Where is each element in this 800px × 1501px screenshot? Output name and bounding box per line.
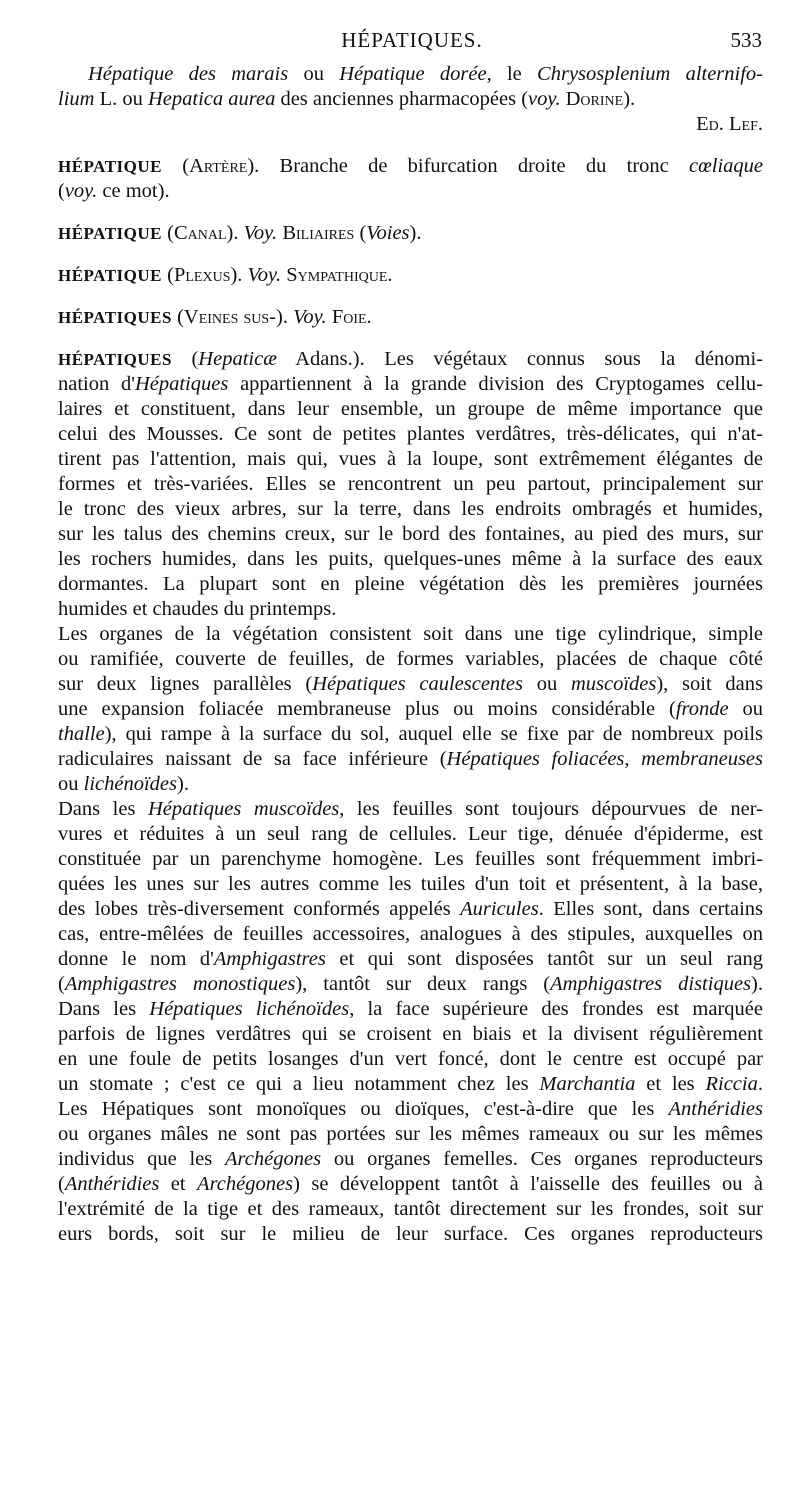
small-caps-text: Dorine [565, 88, 624, 110]
text-line [58, 747, 763, 772]
page-body [58, 62, 763, 1247]
italic-text: Marchantia [539, 1073, 636, 1095]
italic-text: Voy. [243, 222, 278, 244]
text-line [58, 62, 763, 87]
text-line [58, 647, 763, 672]
italic-text: lichénoïdes [83, 773, 177, 795]
text-segment: le tronc des vieux arbres, sur la terre, dans les endroits ombragés et humides, [58, 498, 763, 520]
text-segment: appartiennent à la grande division des Cryptogames cellu- [228, 373, 763, 395]
text-segment: ( [58, 1173, 65, 1195]
text-segment: Dans les [58, 798, 148, 820]
text-segment: tirent pas l'attention, mais qui, vues à la loupe, sont extrêmement élégantes de [58, 448, 763, 470]
italic-text: Hepaticæ [198, 348, 277, 370]
text-segment: vures et réduites à un seul rang de cellules. Leur tige, dénuée d'épiderme, est [58, 823, 763, 845]
text-segment: ( [58, 180, 65, 202]
entry-headword: HÉPATIQUES [58, 350, 172, 369]
text-line [58, 522, 763, 547]
text-line [58, 772, 763, 797]
entry-headword: HÉPATIQUE [58, 224, 162, 243]
text-segment: ( [58, 973, 65, 995]
italic-text: Amphigastres monostiques [64, 973, 296, 995]
text-segment: ). [409, 222, 422, 244]
italic-text: Archégones [225, 1148, 322, 1170]
text-line [58, 263, 763, 288]
text-segment: ( [162, 155, 190, 177]
italic-text: Voies [366, 222, 410, 244]
text-segment: , les feuilles sont toujours dépourvues de ner- [339, 798, 764, 820]
text-segment: dormantes. La plupart sont en pleine végétation dès les premières journées [58, 573, 763, 595]
text-segment: un stomate ; c'est ce qui a lieu notamment chez les [58, 1073, 540, 1095]
text-segment: ou [288, 63, 340, 85]
text-segment: des lobes très-diversement conformés appelés [58, 898, 461, 920]
text-segment: . Elles sont, dans certains [538, 898, 763, 920]
text-line [58, 922, 763, 947]
text-segment: sur deux lignes parallèles ( [58, 673, 313, 695]
text-segment: ou organes femelles. Ces organes reproducteurs [321, 1148, 764, 1170]
italic-text: Hépatiques muscoïdes [147, 798, 340, 820]
text-segment: ), tantôt sur deux rangs ( [295, 973, 551, 995]
small-caps-text: Plexus [173, 264, 231, 286]
italic-text: fronde [675, 698, 729, 720]
text-segment: radiculaires naissant de sa face inférieure ( [58, 748, 447, 770]
italic-text: Hépatiques [134, 373, 229, 395]
text-line [58, 447, 763, 472]
text-segment: ou ramifiée, couverte de feuilles, de formes variables, placées de chaque côté [58, 648, 763, 670]
text-segment: ). [226, 222, 244, 244]
text-segment: une expansion foliacée membraneuse plus ou moins considérable ( [58, 698, 676, 720]
text-segment: L. ou [94, 88, 148, 110]
text-segment: ). [276, 306, 294, 328]
text-segment: ou [522, 673, 571, 695]
text-line [58, 972, 763, 997]
text-segment: quées les unes sur les autres comme les tuiles d'un toit et présentent, à la base, [58, 873, 763, 895]
text-segment: ou [728, 698, 764, 720]
text-segment: constituée par un parenchyme homogène. Les feuilles sont fréquemment imbri- [58, 848, 763, 870]
text-line [58, 472, 763, 497]
text-segment: ( [171, 306, 184, 328]
text-segment: ). Branche de bifurcation droite du tronc [247, 155, 689, 177]
text-line [58, 722, 763, 747]
text-segment: et les [635, 1073, 706, 1095]
text-segment: donne le nom d' [58, 948, 214, 970]
text-line [58, 1197, 763, 1222]
text-segment: ou organes mâles ne sont pas portées sur les mêmes rameaux ou sur les mêmes [58, 1123, 763, 1145]
italic-text: Amphigastres [213, 948, 326, 970]
text-line [58, 997, 763, 1022]
italic-text: lium [58, 88, 95, 110]
italic-text: voy. [64, 180, 98, 202]
text-line [58, 872, 763, 897]
text-line [58, 672, 763, 697]
text-segment: et qui sont disposées tantôt sur un seul rang [325, 948, 763, 970]
text-segment: ). [751, 973, 763, 995]
text-line [58, 422, 763, 447]
text-segment: nation d' [58, 373, 135, 395]
italic-text: Voy. [247, 264, 282, 286]
text-segment: ), qui rampe à la surface du sol, auquel elle se fixe par de nombreux poils [104, 723, 763, 745]
text-segment: ). [177, 773, 189, 795]
entry-headword: HÉPATIQUE [58, 266, 162, 285]
text-segment: ). [230, 264, 248, 286]
text-line [58, 1047, 763, 1072]
text-line [58, 1072, 763, 1097]
text-segment: individus que les [58, 1148, 226, 1170]
small-caps-text: Biliaires [282, 222, 355, 244]
small-caps-text: Canal [173, 222, 227, 244]
italic-text: voy. [528, 88, 561, 110]
text-segment: ( [162, 222, 174, 244]
italic-text: Chrysosplenium alternifo- [537, 63, 763, 85]
text-line [58, 1122, 763, 1147]
text-line [58, 697, 763, 722]
text-line [58, 221, 763, 246]
text-line [58, 397, 763, 422]
small-caps-text: Sympathique. [286, 264, 393, 286]
text-line [58, 1222, 763, 1247]
text-segment: Les Hépatiques sont monoïques ou dioïques, c'est-à-dire que les [58, 1098, 669, 1120]
text-segment: parfois de lignes verdâtres qui se croisent en biais et la divisent régulièrement [58, 1023, 763, 1045]
text-segment: des anciennes pharmacopées ( [275, 88, 529, 110]
italic-text: cœliaque [688, 155, 763, 177]
text-segment: les rochers humides, dans les puits, quelques-unes même à la surface des eaux [58, 548, 763, 570]
text-segment: sur les talus des chemins creux, sur le bord des fontaines, au pied des murs, sur [58, 523, 763, 545]
italic-text: Hépatique dorée [339, 63, 487, 85]
text-line [58, 1022, 763, 1047]
text-segment: ou [58, 773, 84, 795]
italic-text: Amphigastres distiques [550, 973, 752, 995]
italic-text: Hépatique des marais [88, 63, 289, 85]
italic-text: Anthéridies [668, 1098, 763, 1120]
italic-text: Archégones [197, 1173, 294, 1195]
text-segment: et [159, 1173, 198, 1195]
text-line [58, 1097, 763, 1122]
text-segment: celui des Mousses. Ce sont de petites plantes verdâtres, très-délicates, qui n'at- [58, 423, 763, 445]
page-header [62, 28, 762, 58]
text-segment: ( [162, 264, 174, 286]
text-segment: ) se développent tantôt à l'aisselle des feuilles ou à [293, 1173, 763, 1195]
text-segment: Dans les [58, 998, 150, 1020]
text-segment: . [757, 1073, 763, 1095]
text-segment: ), soit dans [656, 673, 764, 695]
text-segment: laires et constituent, dans leur ensemble, un groupe de même importance que [58, 398, 763, 420]
italic-text: Hepatica aurea [147, 88, 276, 110]
text-segment: en une foule de petits losanges d'un vert foncé, dont le centre est occupé par [58, 1048, 763, 1070]
text-line [58, 1147, 763, 1172]
text-line [58, 179, 763, 204]
text-segment: ). [623, 88, 636, 110]
small-caps-text: Foie. [331, 306, 372, 328]
text-segment: Adans.). Les végétaux connus sous la dénomi- [276, 348, 764, 370]
text-line [58, 822, 763, 847]
text-segment: ( [354, 222, 367, 244]
text-segment: , le [486, 63, 538, 85]
italic-text: muscoïdes [570, 673, 657, 695]
text-line [58, 112, 763, 137]
italic-text: Riccia [705, 1073, 758, 1095]
small-caps-text: Veines sus- [183, 306, 277, 328]
page-number: 533 [730, 28, 762, 52]
text-line [58, 622, 763, 647]
text-line [58, 372, 763, 397]
text-segment: , la face supérieure des frondes est marquée [349, 998, 763, 1020]
text-segment: humides et chaudes du printemps. [58, 598, 337, 620]
italic-text: Voy. [293, 306, 327, 328]
italic-text: Anthéridies [64, 1173, 160, 1195]
text-line [58, 497, 763, 522]
running-head: HÉPATIQUES. [341, 28, 483, 52]
text-line [58, 305, 763, 330]
text-line [58, 547, 763, 572]
text-segment: formes et très-variées. Elles se rencontrent un peu partout, principalement sur [58, 473, 763, 495]
text-line [58, 1172, 763, 1197]
italic-text: thalle [58, 723, 105, 745]
text-line [58, 897, 763, 922]
italic-text: Hépatiques foliacées, membraneuses [446, 748, 764, 770]
text-line [58, 347, 763, 372]
text-segment: eurs bords, soit sur le milieu de leur surface. Ces organes reproducteurs [58, 1223, 763, 1245]
text-line [58, 947, 763, 972]
entry-headword: HÉPATIQUES [58, 308, 172, 327]
italic-text: Hépatiques lichénoïdes [149, 998, 350, 1020]
italic-text: Hépatiques caulescentes [312, 673, 523, 695]
entry-headword: HÉPATIQUE [58, 157, 162, 176]
text-line [58, 597, 763, 622]
text-line [58, 847, 763, 872]
text-segment: ce mot). [97, 180, 170, 202]
text-segment: cas, entre-mêlées de feuilles accessoires, analogues à des stipules, auxquelles on [58, 923, 763, 945]
small-caps-text: Ed. Lef. [696, 113, 763, 135]
italic-text: Auricules [460, 898, 539, 920]
text-segment: l'extrémité de la tige et des rameaux, tantôt directement sur les frondes, soit sur [58, 1198, 763, 1220]
text-line [58, 797, 763, 822]
small-caps-text: Artère [189, 155, 248, 177]
text-line [58, 87, 763, 112]
text-line [58, 572, 763, 597]
text-line [58, 154, 763, 179]
text-segment: Les organes de la végétation consistent soit dans une tige cylindrique, simple [58, 623, 763, 645]
text-segment: ( [171, 348, 199, 370]
